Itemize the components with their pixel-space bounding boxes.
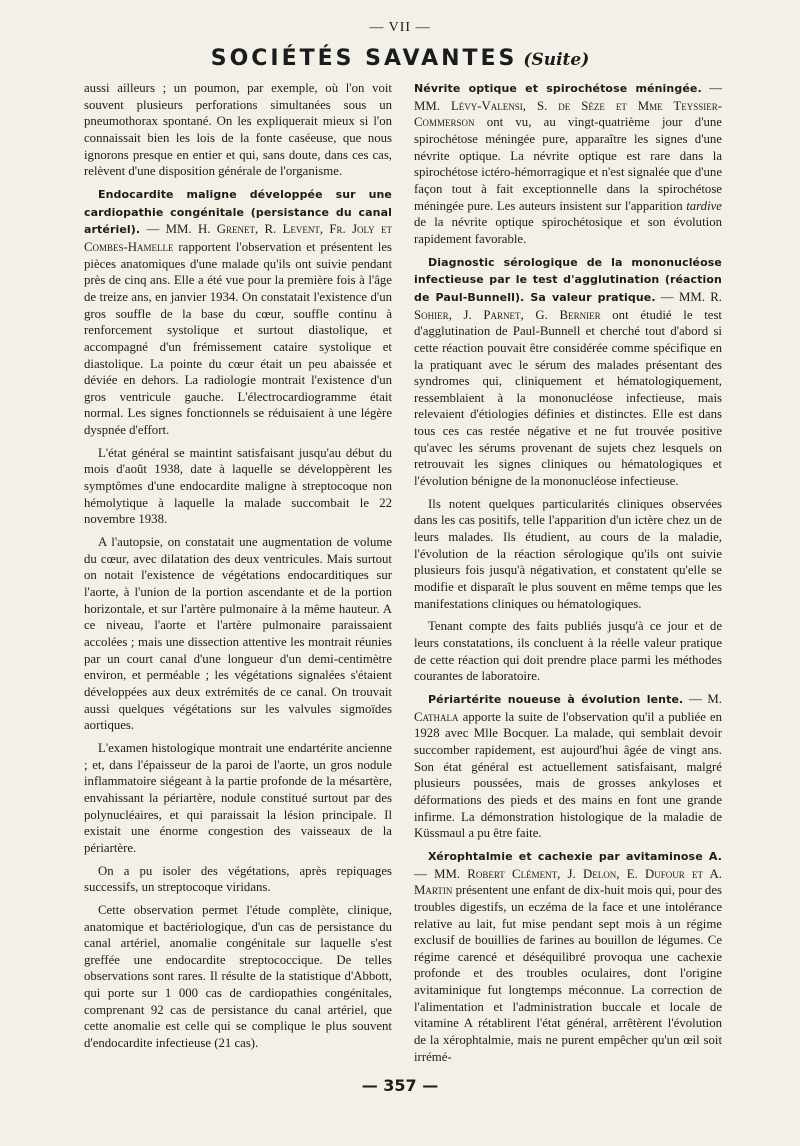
page-number: — 357 — <box>361 1076 439 1095</box>
article-title: Endocardite maligne développée sur une cardiopathie congénitale (persistance du canal artériel). <box>84 187 392 237</box>
paragraph: Ils notent quelques particularités cliniques observées dans les cas positifs, telle l'apparition d'un ictère chez un de leurs malades. Ils étudient, au cours de la maladie, l'évolution de la réaction sérologique qu'ils ont suivie plusieurs fois jusqu'à négativation, et constatent qu'elle se modifie et disparaît le plus souvent en même temps que les manifestations cliniques ou hématologiques. <box>414 496 722 611</box>
paragraph: L'état général se maintint satisfaisant jusqu'au début du mois d'août 1938, date à laquelle se développèrent les symptômes d'une endocardite maligne à streptocoque non hémolytique à laquelle la malade succombait le 22 novembre 1938. <box>84 445 392 527</box>
article-body: présentent une enfant de dix-huit mois qui, pour des troubles digestifs, un eczéma de la face et une intolérance relative au lait, fut mise pendant sept mois à un régime exclusif de bouillies de farines au bouillon de légumes. Ce régime carencé et déséquilibré provoqua une cachexie profonde et des troubles oculaires, dont l'origine avitaminique fut longtemps méconnue. La correction de l'alimentation et l'administration buccale et locale de vitamine A rétablirent l'état général, arrêtèrent l'évolution de la xérophtalmie, mais ne purent empêcher qu'un œil soit irrémé- <box>414 883 722 1064</box>
section-title: SOCIÉTÉS SAVANTES <box>210 46 518 71</box>
article-authors: H. Grenet, R. Levent, Fr. Joly et Combes-Hamelle <box>84 222 392 254</box>
article-body: apporte la suite de l'observation qu'il a publiée en 1928 avec Mlle Bocquer. La malade, qui semblait devoir succomber rapidement, est aujourd'hui âgée de vingt ans. Son état général est actuellement satisfaisant, malgré plusieurs poussées, mais de grosses ankyloses et déformations des pieds et des mains en font une grande infirme. La démonstration histologique de la maladie de Küssmaul a pu être faite. <box>414 709 722 841</box>
paragraph: On a pu isoler des végétations, après repiquages successifs, un streptocoque viridans. <box>84 863 392 895</box>
article-authors: R. Sohier, J. Parnet, G. Bernier <box>414 289 722 322</box>
paragraph: L'examen histologique montrait une endartérite ancienne ; et, dans l'épaisseur de la paroi de l'aorte, un gros nodule inflammatoire siégeant à la partie profonde de la mésartère, envahissant la périartère, nodule constitué surtout par des polynucléaires, et qui paraissait la lésion principale. Il existait une énorme congestion des vaisseaux de la périartère. <box>84 740 392 855</box>
article-mononucleose: Diagnostic sérologique de la mononucléose infectieuse par le test d'agglutination (réaction de Paul-Bunnell). Sa valeur pratique. — MM. R. Sohier, J. Parnet, G. Bernier ont étudié le test d'agglutination de Paul-Bunnell et cherché tout d'abord si cette réaction pouvait être considérée comme spécifique en la pratiquant avec le sérum des malades présentant des syndromes qui, cliniquement et hématologiquement, ressemblaient à la mononucléose infectieuse, mais relevaient d'étiologies définies et distinctes. Elle est dans tous ces cas restée négative et ne fut trouvée positive qu'avec les sérums provenant de sujets chez lesquels on retrouvait les signes cliniques ou hématologiques et l'évolution bénigne de la mononucléose infectieuse. <box>414 255 722 489</box>
paragraph: aussi ailleurs ; un poumon, par exemple, où l'on voit souvent plusieurs perforations simultanées sous un pneumothorax spontané. On les expliquerait mieux si l'on connaissait bien les lois de la fonte caséeuse, que nous ignorons presque en entier et qui, sans doute, dans ces cas, relèvent d'une disposition générale de l'organisme. <box>84 81 392 179</box>
article-body: rapportent l'observation et présentent les pièces anatomiques d'une malade qu'ils ont suivie pendant près de cinq ans. Elle a été vue pour la première fois à l'âge de treize ans, en janvier 1934. On constatait l'existence d'un gros souffle de la base du cœur, souffle continu à renforcement systolique et surtout diastolique, et accompagné d'un frémissement cataire systolique et diastolique. La pointe du cœur était un peu abaissée et déviée en dehors. La radiologie montrait l'existence d'un gros ventricule gauche. L'électrocardiogramme était normal. Les signes fonctionnels se réduisaient à une légère dyspnée d'effort. <box>84 239 392 438</box>
article-xerophtalmie: Xérophtalmie et cachexie par avitaminose A. — MM. Robert Clément, J. Delon, E. Dufour et A. Martin présentent une enfant de dix-huit mois qui, pour des troubles digestifs, un eczéma de la face et une intolérance relative au lait, fut mise pendant sept mois à un régime exclusif de bouillies de farines au bouillon de légumes. Ce régime carencé et déséquilibré provoqua une cachexie profonde et des troubles oculaires, dont l'origine avitaminique fut longtemps méconnue. La correction de l'alimentation et l'administration buccale et locale de vitamine A rétablirent l'état général, arrêtèrent l'évolution de la xérophtalmie, mais ne purent empêcher qu'un œil soit irrémé- <box>414 849 722 1064</box>
article-authors: Robert Clément, J. Delon, E. Dufour et A. Martin <box>414 866 722 898</box>
article-periarterite: Périartérite noueuse à évolution lente. — M. Cathala apporte la suite de l'observation qu'il a publiée en 1928 avec Mlle Bocquer. La malade, qui semblait devoir succomber rapidement, est aujourd'hui âgée de vingt ans. Son état général est actuellement satisfaisant, malgré plusieurs poussées, mais de grosses ankyloses et déformations des pieds et des mains en font une grande infirme. La démonstration histologique de la maladie de Küssmaul a pu être faite. <box>414 691 722 841</box>
article-title: Diagnostic sérologique de la mononucléose infectieuse par le test d'agglutination (réaction de Paul-Bunnell). Sa valeur pratique. <box>414 255 722 304</box>
section-header <box>0 46 800 71</box>
paragraph: A l'autopsie, on constatait une augmentation de volume du cœur, avec dilatation des deux ventricules. Mais surtout on notait l'existence de végétations endocarditiques sur l'aorte, à l'union de la portion ascendante et de la portion horizontale, et sur l'artère pulmonaire à la même hauteur. A ce niveau, l'aorte et l'artère pulmonaire paraissaient accolées ; mais une dissection attentive les montrait réunies par un court canal d'une longueur d'un demi-centimètre environ, et perméable ; les végétations signalées s'étaient développées aux deux extrémités de ce canal. On trouvait aussi quelques végétations sur les valvules sigmoïdes aortiques. <box>84 535 392 733</box>
section-suite: (Suite) <box>523 50 590 70</box>
paragraph: Cette observation permet l'étude complète, clinique, anatomique et bactériologique, d'un cas de persistance du canal artériel, anomalie congénitale sur laquelle s'est greffée une endocardite streptococcique. De telles observations sont rares. Il résulte de la statistique d'Abbott, qui porte sur 1 000 cas de cardiopathies congénitales, comprenant 92 cas de persistance du canal artériel, que cette anomalie est celle qui se complique le plus souvent d'endocardite infectieuse (21 cas). <box>84 902 392 1051</box>
article-endocardite: Endocardite maligne développée sur une cardiopathie congénitale (persistance du canal artériel). — MM. H. Grenet, R. Levent, Fr. Joly et Combes-Hamelle rapportent l'observation et présentent les pièces anatomiques d'une malade qu'ils ont suivie pendant près de cinq ans. Elle a été vue pour la première fois à l'âge de treize ans, en janvier 1934. On constatait l'existence d'un gros souffle de la base du cœur, souffle continu à renforcement systolique et surtout diastolique, et accompagné d'un frémissement cataire systolique et diastolique. La pointe du cœur était un peu abaissée et déviée en dehors. La radiologie montrait l'existence d'un gros ventricule gauche. L'électrocardiogramme était normal. Les signes fonctionnels se réduisaient à une légère dyspnée d'effort. <box>84 187 392 438</box>
article-authors: Lévy-Valensi, S. de Sèze et Mme Teyssier-Commerson <box>414 98 723 130</box>
left-column <box>84 80 392 1058</box>
paragraph: Tenant compte des faits publiés jusqu'à ce jour et de leurs constatations, ils concluent à la réelle valeur pratique de cette réaction qui doit prendre place parmi les méthodes courantes de laboratoire. <box>414 619 722 684</box>
right-column <box>414 80 722 1071</box>
article-title: Périartérite noueuse à évolution lente. <box>428 692 684 706</box>
article-authors: Cathala <box>414 709 459 724</box>
article-body: ont étudié le test d'agglutination de Paul-Bunnell et cherché tout d'abord si cette réaction pouvait être considérée comme spécifique en la pratiquant avec le sérum des malades présentant des syndromes qui, cliniquement et hématologiquement, ressemblaient à la mononucléose infectieuse, mais relevaient d'étiologies définies et distinctes. Elle est dans tous ces cas restée négative et ne fut trouvée positive qu'avec les sérums provenant de sujets chez lesquels on retrouvait les signes cliniques ou hématologiques et l'évolution bénigne de la mononucléose infectieuse. <box>414 307 722 489</box>
article-title: Xérophtalmie et cachexie par avitaminose A. <box>428 849 722 863</box>
roman-page-number: — VII — <box>369 20 431 35</box>
article-title: Névrite optique et spirochétose méningée. <box>414 82 702 95</box>
article-nevrite: Névrite optique et spirochétose méningée. — MM. Lévy-Valensi, S. de Sèze et Mme Teyssier-Commerson ont vu, au vingt-quatrième jour d'une spirochétose méningée pure, apparaître les signes d'une névrite optique. La névrite optique est rare dans la spirochétose ictéro-hémorragique et n'est signalée que d'une façon tout à fait exceptionnelle dans la spirochétose méningée pure. Les auteurs insistent sur l'apparition tardive de la névrite optique spirochétosique et son évolution rapidement favorable. <box>414 81 723 246</box>
